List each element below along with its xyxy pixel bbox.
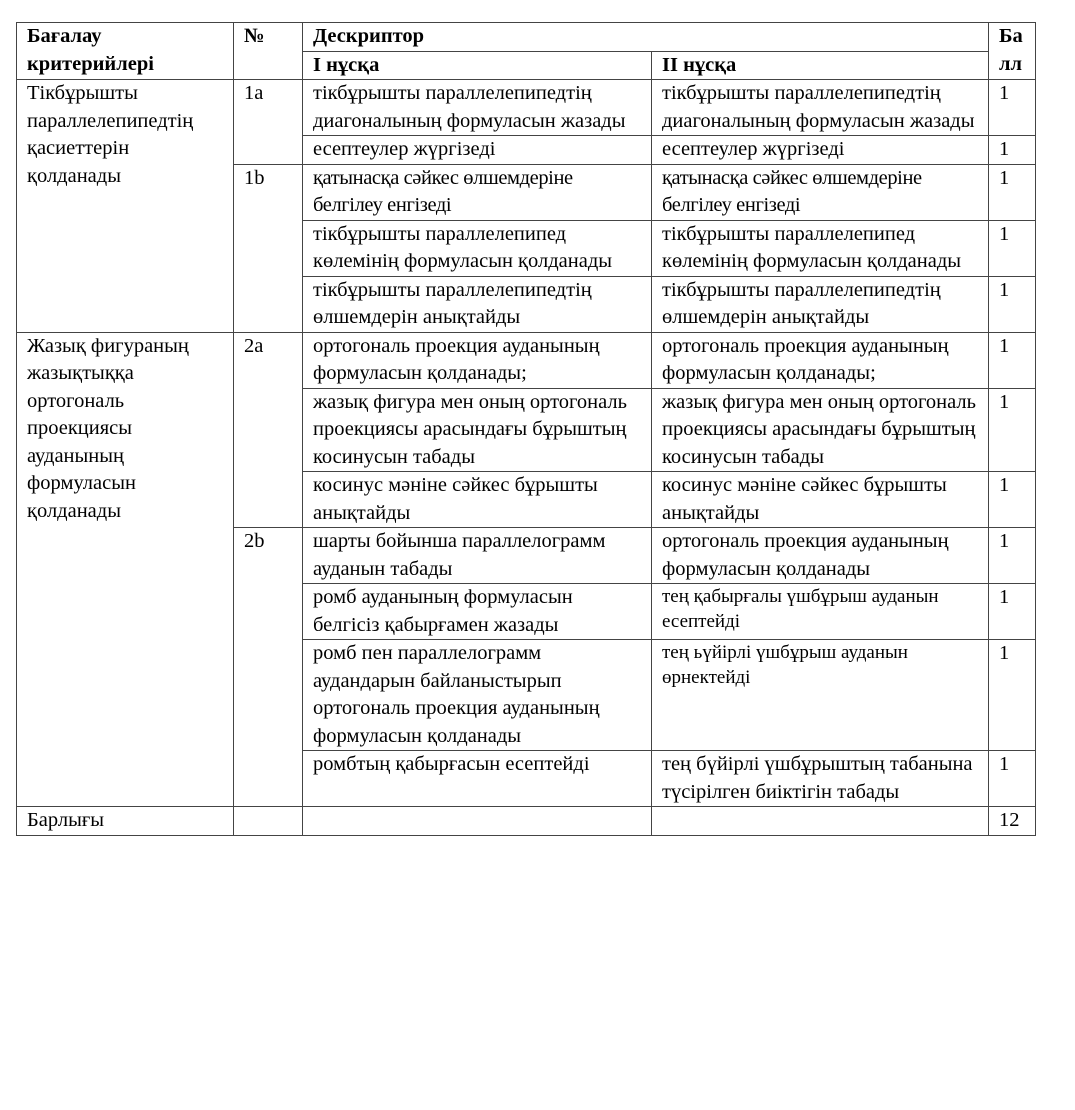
descriptor-score: 1 [989,472,1036,528]
table-row [17,332,1036,388]
descriptor-variant-2: тең ьүйірлі үшбұрыш ауданын өрнектейді [652,640,989,751]
descriptor-variant-1: қатынасқа сәйкес өлшемдеріне белгілеу енгізеді [303,164,652,220]
descriptor-variant-2: ортогональ проекция ауданының формуласын қолданады; [652,332,989,388]
descriptor-variant-1: тікбұрышты параллелепипедтің диагоналының формуласын жазады [303,80,652,136]
descriptor-variant-1: есептеулер жүргізеді [303,136,652,165]
criterion-label: Тікбұрышты параллелепипедтің қасиеттерін қолданады [17,80,234,333]
descriptor-variant-2: косинус мәніне сәйкес бұрышты анықтайды [652,472,989,528]
descriptor-variant-1: ромб пен параллелограмм аудандарын байланыстырып ортогональ проекция ауданының формуласын қолданады [303,640,652,751]
header-descriptor: Дескриптор [303,23,989,52]
descriptor-variant-2: ортогональ проекция ауданының формуласын қолданады [652,528,989,584]
descriptor-score: 1 [989,80,1036,136]
descriptor-variant-1: жазық фигура мен оның ортогональ проекциясы арасындағы бұрыштың косинусын табады [303,388,652,472]
header-score: Балл [989,23,1036,80]
descriptor-variant-1: ортогональ проекция ауданының формуласын қолданады; [303,332,652,388]
total-label: Барлығы [17,807,234,836]
descriptor-variant-2: есептеулер жүргізеді [652,136,989,165]
total-variant-1-empty [303,807,652,836]
descriptor-variant-2: тең қабырғалы үшбұрыш ауданын есептейді [652,584,989,640]
descriptor-score: 1 [989,584,1036,640]
descriptor-score: 1 [989,751,1036,807]
descriptor-variant-2: тең бүйірлі үшбұрыштың табанына түсірілген биіктігін табады [652,751,989,807]
descriptor-number: 1a [234,80,303,165]
descriptor-variant-1: тікбұрышты параллелепипедтің өлшемдерін анықтайды [303,276,652,332]
total-score: 12 [989,807,1036,836]
descriptor-score: 1 [989,220,1036,276]
descriptor-score: 1 [989,528,1036,584]
descriptor-variant-2: тікбұрышты параллелепипед көлемінің формуласын қолданады [652,220,989,276]
total-number-empty [234,807,303,836]
descriptor-variant-1: косинус мәніне сәйкес бұрышты анықтайды [303,472,652,528]
table-row [17,80,1036,136]
descriptor-number: 1b [234,164,303,332]
descriptor-number: 2b [234,528,303,807]
descriptor-variant-1: ромб ауданының формуласын белгісіз қабырғамен жазады [303,584,652,640]
descriptor-score: 1 [989,276,1036,332]
descriptor-variant-2: қатынасқа сәйкес өлшемдеріне белгілеу енгізеді [652,164,989,220]
descriptor-variant-2: жазық фигура мен оның ортогональ проекциясы арасындағы бұрыштың косинусын табады [652,388,989,472]
assessment-rubric-table [16,22,1036,836]
descriptor-variant-1: ромбтың қабырғасын есептейді [303,751,652,807]
descriptor-score: 1 [989,388,1036,472]
header-criteria: Бағалау критерийлері [17,23,234,80]
descriptor-score: 1 [989,332,1036,388]
descriptor-number: 2a [234,332,303,528]
criterion-label: Жазық фигураның жазықтыққа ортогональ проекциясы ауданының формуласын қолданады [17,332,234,807]
total-variant-2-empty [652,807,989,836]
descriptor-score: 1 [989,136,1036,165]
total-row [17,807,1036,836]
header-variant-2: ІІ нұсқа [652,51,989,80]
header-row [17,23,1036,52]
header-number: № [234,23,303,80]
descriptor-variant-1: шарты бойынша параллелограмм ауданын табады [303,528,652,584]
header-variant-1: І нұсқа [303,51,652,80]
descriptor-variant-2: тікбұрышты параллелепипедтің диагоналының формуласын жазады [652,80,989,136]
descriptor-variant-2: тікбұрышты параллелепипедтің өлшемдерін анықтайды [652,276,989,332]
descriptor-score: 1 [989,164,1036,220]
descriptor-variant-1: тікбұрышты параллелепипед көлемінің формуласын қолданады [303,220,652,276]
descriptor-score: 1 [989,640,1036,751]
